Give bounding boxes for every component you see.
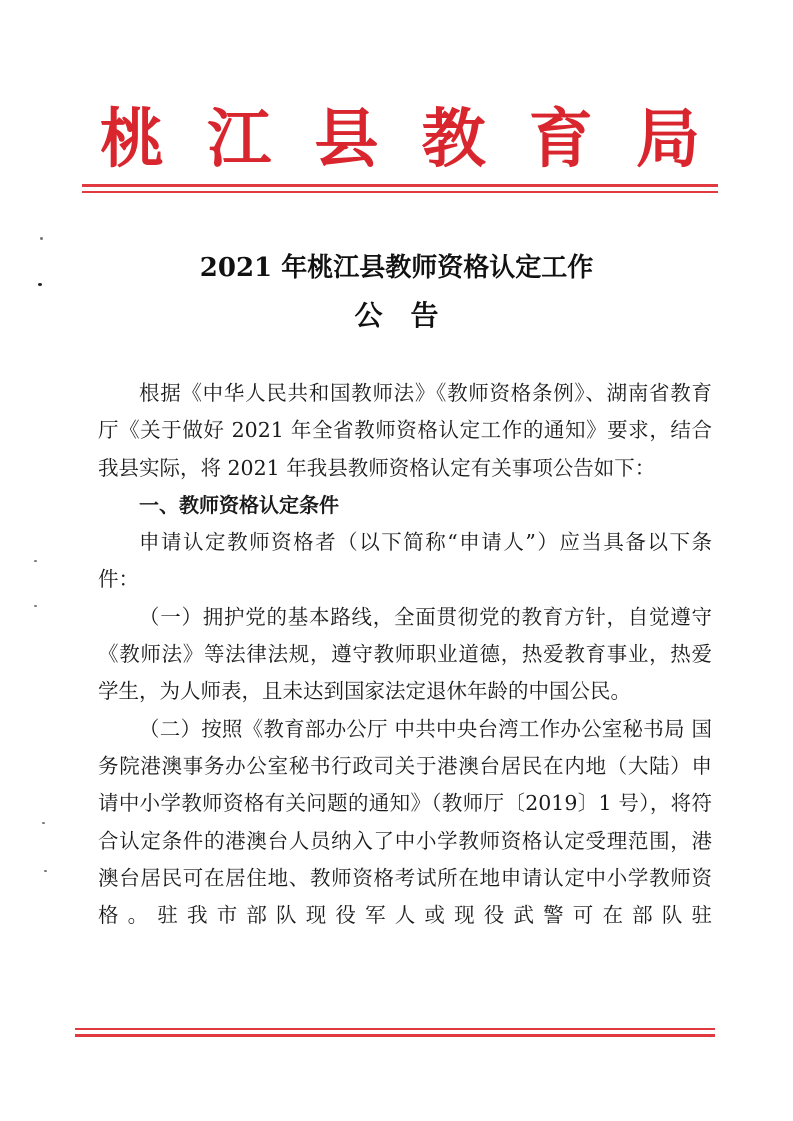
scan-speck xyxy=(42,822,45,824)
letterhead-char: 县 xyxy=(314,102,379,177)
footer-rule-bottom xyxy=(75,1034,715,1037)
letterhead-char: 局 xyxy=(635,102,700,177)
document-subtitle: 公告 xyxy=(354,299,467,332)
letterhead-rule-top-double xyxy=(82,191,718,193)
letterhead-rule-top xyxy=(82,184,718,187)
body-paragraph: （二）按照《教育部办公厅 中共中央台湾工作办公室秘书局 国务院港澳事务办公室秘书行政司关于港澳台居民在内地（大陆）申请中小学教师资格有关问题的通知》（教师厅〔2019〕1 号），将符合认定条件的港澳台人员纳入了中小学教师资格认定受理范围，港澳台居民可在居住地、教师资格考试所在地申请认定中小学教师资格。驻我市部队现役军人或现役武警可在部队驻 xyxy=(98,716,712,928)
section-heading: 一、教师资格认定条件 xyxy=(139,492,339,517)
letterhead-char: 教 xyxy=(421,102,486,177)
letterhead-org-name xyxy=(100,95,700,185)
footer-rule-top xyxy=(75,1028,715,1030)
document-body xyxy=(98,375,712,934)
body-paragraph: 申请认定教师资格者（以下简称“申请人”）应当具备以下条件： xyxy=(98,530,712,592)
letterhead-char: 育 xyxy=(528,102,593,177)
scan-speck xyxy=(44,870,47,872)
letterhead-char: 桃 xyxy=(100,102,164,177)
scan-speck xyxy=(40,237,43,240)
body-paragraph: 根据《中华人民共和国教师法》《教师资格条例》、湖南省教育厅《关于做好 2021 年全省教师资格认定工作的通知》要求，结合我县实际，将 2021 年我县教师资格认定有关事项公告如下： xyxy=(98,381,712,480)
document-title: 2021 年桃江县教师资格认定工作 xyxy=(199,253,594,283)
scan-speck xyxy=(34,605,37,607)
letterhead-char: 江 xyxy=(207,102,272,177)
body-paragraph: （一）拥护党的基本路线，全面贯彻党的教育方针，自觉遵守《教师法》等法律法规，遵守教师职业道德，热爱教育事业，热爱学生，为人师表，且未达到国家法定退休年龄的中国公民。 xyxy=(98,604,712,704)
scan-speck xyxy=(34,560,37,562)
scan-speck xyxy=(38,283,42,286)
